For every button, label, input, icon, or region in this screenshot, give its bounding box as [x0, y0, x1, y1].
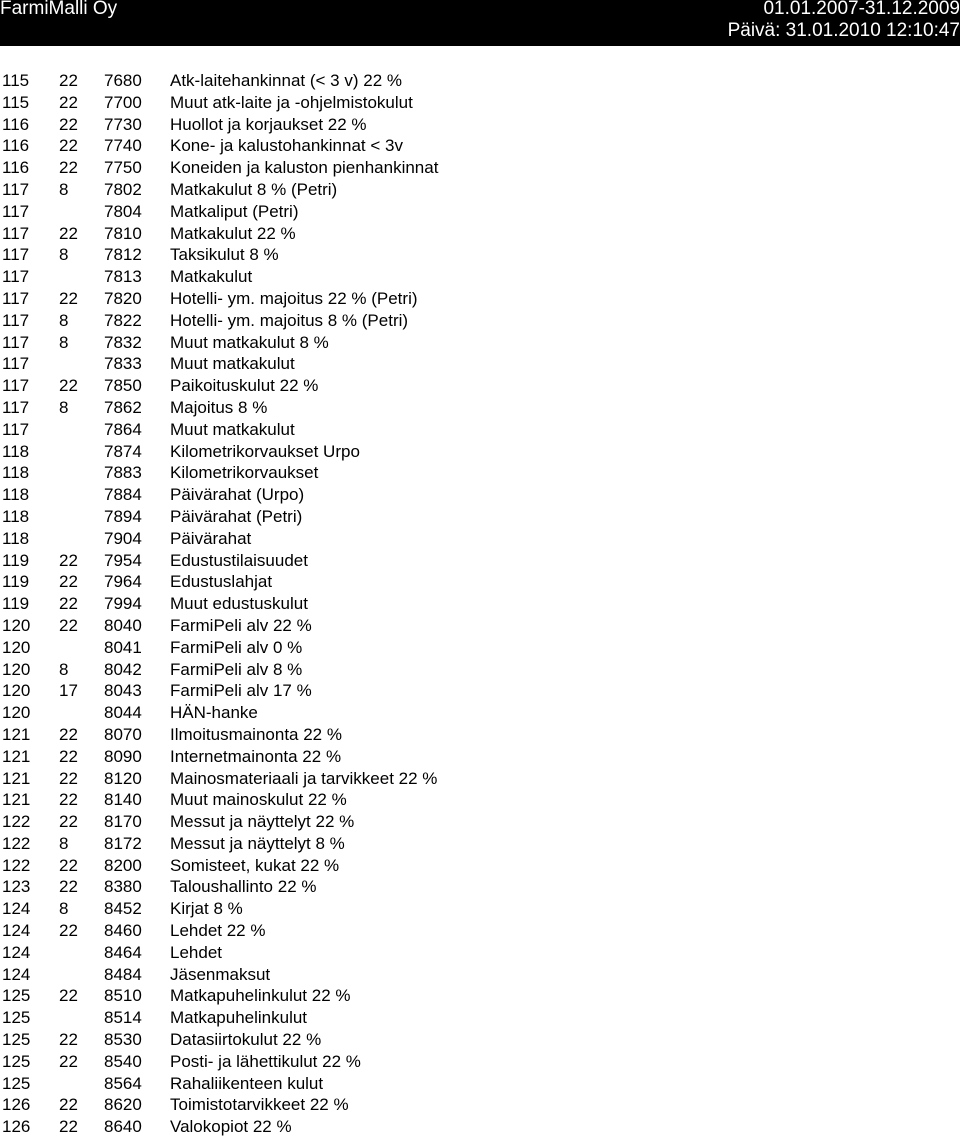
account-row	[0, 942, 960, 964]
account-group: 125	[2, 1073, 31, 1093]
vat-rate: 22	[59, 572, 78, 592]
account-group: 122	[2, 812, 31, 832]
account-number: 7680	[104, 71, 142, 90]
account-group: 120	[2, 703, 31, 723]
vat-rate: 8	[59, 179, 69, 199]
account-name: Internetmainonta 22 %	[170, 746, 342, 766]
account-name: Kilometrikorvaukset Urpo	[170, 441, 360, 461]
account-group: 124	[2, 942, 31, 962]
account-row	[0, 528, 960, 550]
account-number: 8564	[104, 1073, 142, 1093]
account-row	[0, 615, 960, 637]
account-number: 8140	[104, 790, 142, 810]
company-name: FarmiMalli Oy	[0, 0, 118, 19]
account-name: Atk-laitehankinnat (< 3 v) 22 %	[170, 71, 402, 90]
account-number: 8510	[104, 986, 142, 1006]
vat-rate: 22	[59, 812, 78, 832]
account-number: 7813	[104, 267, 142, 287]
vat-rate: 22	[59, 615, 78, 635]
account-name: Päivärahat	[170, 528, 252, 548]
account-group: 125	[2, 986, 31, 1006]
account-row	[0, 135, 960, 157]
account-group: 126	[2, 1117, 31, 1137]
account-number: 8042	[104, 659, 142, 679]
account-name: Koneiden ja kaluston pienhankinnat	[170, 158, 439, 178]
account-row	[0, 1029, 960, 1051]
account-group: 117	[2, 354, 30, 374]
account-number: 7740	[104, 136, 142, 156]
account-row	[0, 898, 960, 920]
vat-rate: 8	[59, 310, 69, 330]
account-name: Jäsenmaksut	[170, 964, 271, 984]
account-name: Edustuslahjat	[170, 572, 273, 592]
account-group: 118	[2, 441, 30, 461]
account-group: 117	[2, 201, 30, 221]
account-number: 8464	[104, 942, 142, 962]
account-row	[0, 244, 960, 266]
account-row	[0, 768, 960, 790]
account-group: 118	[2, 485, 30, 505]
account-number: 7750	[104, 158, 142, 178]
account-name: Ilmoitusmainonta 22 %	[170, 724, 342, 744]
account-row	[0, 375, 960, 397]
account-group: 117	[2, 288, 30, 308]
account-group: 123	[2, 877, 31, 897]
account-number: 8070	[104, 724, 142, 744]
account-row	[0, 506, 960, 528]
account-group: 124	[2, 921, 31, 941]
account-number: 8380	[104, 877, 142, 897]
account-number: 7874	[104, 441, 142, 461]
account-name: Taksikulut 8 %	[170, 245, 279, 265]
account-name: Muut mainoskulut 22 %	[170, 790, 347, 810]
vat-rate: 8	[59, 833, 69, 853]
account-row	[0, 353, 960, 375]
account-group: 116	[2, 114, 30, 134]
vat-rate: 22	[59, 92, 78, 112]
account-row	[0, 201, 960, 223]
account-row	[0, 811, 960, 833]
account-name: Rahaliikenteen kulut	[170, 1073, 324, 1093]
account-number: 8040	[104, 615, 142, 635]
vat-rate: 22	[59, 158, 78, 178]
account-row	[0, 1116, 960, 1138]
account-name: FarmiPeli alv 17 %	[170, 681, 312, 701]
account-group: 116	[2, 136, 30, 156]
account-row	[0, 571, 960, 593]
vat-rate: 22	[59, 877, 78, 897]
account-group: 120	[2, 659, 31, 679]
account-number: 7810	[104, 223, 142, 243]
account-name: Somisteet, kukat 22 %	[170, 855, 340, 875]
account-number: 8484	[104, 964, 142, 984]
account-name: Matkapuhelinkulut 22 %	[170, 986, 351, 1006]
vat-rate: 8	[59, 245, 69, 265]
account-name: Messut ja näyttelyt 8 %	[170, 833, 345, 853]
account-row	[0, 637, 960, 659]
account-number: 8514	[104, 1008, 142, 1028]
account-group: 121	[2, 746, 31, 766]
account-row	[0, 964, 960, 986]
account-number: 7994	[104, 594, 142, 614]
account-row	[0, 985, 960, 1007]
account-number: 7822	[104, 310, 142, 330]
account-number: 7802	[104, 179, 142, 199]
account-group: 125	[2, 1030, 31, 1050]
account-number: 8172	[104, 833, 142, 853]
account-row	[0, 332, 960, 354]
account-row	[0, 593, 960, 615]
account-name: Muut atk-laite ja -ohjelmistokulut	[170, 92, 413, 112]
account-row	[0, 397, 960, 419]
account-group: 126	[2, 1095, 31, 1115]
report-period: 01.01.2007-31.12.2009	[763, 0, 960, 19]
account-group: 117	[2, 419, 30, 439]
account-number: 8540	[104, 1051, 142, 1071]
account-row	[0, 441, 960, 463]
account-row	[0, 1073, 960, 1095]
vat-rate: 22	[59, 223, 78, 243]
vat-rate: 22	[59, 855, 78, 875]
vat-rate: 22	[59, 71, 78, 90]
vat-rate: 22	[59, 746, 78, 766]
vat-rate: 22	[59, 114, 78, 134]
account-group: 121	[2, 724, 31, 744]
account-name: Lehdet	[170, 942, 222, 962]
account-group: 120	[2, 681, 31, 701]
account-name: Messut ja näyttelyt 22 %	[170, 812, 355, 832]
account-number: 7884	[104, 485, 142, 505]
account-group: 116	[2, 158, 30, 178]
account-name: Kirjat 8 %	[170, 899, 243, 919]
account-group: 115	[2, 71, 30, 90]
account-number: 7812	[104, 245, 142, 265]
account-row	[0, 484, 960, 506]
account-name: Taloushallinto 22 %	[170, 877, 317, 897]
account-row	[0, 876, 960, 898]
vat-rate: 22	[59, 790, 78, 810]
account-name: Muut matkakulut 8 %	[170, 332, 329, 352]
vat-rate: 22	[59, 768, 78, 788]
account-group: 122	[2, 833, 31, 853]
account-row	[0, 746, 960, 768]
vat-rate: 22	[59, 550, 78, 570]
account-group: 117	[2, 267, 30, 287]
account-number: 8120	[104, 768, 142, 788]
account-name: Mainosmateriaali ja tarvikkeet 22 %	[170, 768, 438, 788]
account-name: Päivärahat (Petri)	[170, 506, 303, 526]
account-row	[0, 288, 960, 310]
account-group: 125	[2, 1051, 31, 1071]
account-row	[0, 70, 960, 92]
account-group: 121	[2, 768, 31, 788]
vat-rate: 22	[59, 986, 78, 1006]
account-number: 8460	[104, 921, 142, 941]
account-group: 125	[2, 1008, 31, 1028]
account-group: 124	[2, 964, 31, 984]
account-group: 117	[2, 332, 30, 352]
account-row	[0, 114, 960, 136]
vat-rate: 22	[59, 376, 78, 396]
account-number: 7850	[104, 376, 142, 396]
account-row	[0, 462, 960, 484]
account-number: 8530	[104, 1030, 142, 1050]
account-row	[0, 680, 960, 702]
account-row	[0, 1051, 960, 1073]
account-name: HÄN-hanke	[170, 703, 258, 723]
vat-rate: 22	[59, 594, 78, 614]
account-name: Päivärahat (Urpo)	[170, 485, 305, 505]
account-number: 8041	[104, 637, 142, 657]
account-name: Huollot ja korjaukset 22 %	[170, 114, 367, 134]
account-number: 8090	[104, 746, 142, 766]
account-name: Muut matkakulut	[170, 354, 295, 374]
account-name: Hotelli- ym. majoitus 8 % (Petri)	[170, 310, 409, 330]
account-number: 8044	[104, 703, 142, 723]
account-row	[0, 702, 960, 724]
vat-rate: 8	[59, 397, 69, 417]
account-name: Paikoituskulut 22 %	[170, 376, 319, 396]
account-number: 7730	[104, 114, 142, 134]
account-name: Kilometrikorvaukset	[170, 463, 319, 483]
account-number: 8620	[104, 1095, 142, 1115]
account-group: 120	[2, 615, 31, 635]
account-group: 121	[2, 790, 31, 810]
account-row	[0, 855, 960, 877]
account-row	[0, 833, 960, 855]
account-group: 118	[2, 528, 30, 548]
account-name: Edustustilaisuudet	[170, 550, 308, 570]
account-row	[0, 1007, 960, 1029]
account-name: Valokopiot 22 %	[170, 1117, 292, 1137]
account-group: 117	[2, 245, 30, 265]
account-name: Kone- ja kalustohankinnat < 3v	[170, 136, 403, 156]
account-name: Matkakulut 22 %	[170, 223, 296, 243]
account-name: Matkakulut	[170, 267, 253, 287]
account-group: 117	[2, 397, 30, 417]
account-name: FarmiPeli alv 8 %	[170, 659, 303, 679]
account-number: 7804	[104, 201, 142, 221]
vat-rate: 8	[59, 332, 69, 352]
account-name: Matkaliput (Petri)	[170, 201, 299, 221]
account-number: 7862	[104, 397, 142, 417]
account-number: 7964	[104, 572, 142, 592]
account-number: 8170	[104, 812, 142, 832]
vat-rate: 22	[59, 1051, 78, 1071]
vat-rate: 17	[59, 681, 78, 701]
account-name: FarmiPeli alv 0 %	[170, 637, 303, 657]
account-name: Matkapuhelinkulut	[170, 1008, 308, 1028]
vat-rate: 22	[59, 136, 78, 156]
account-number: 7954	[104, 550, 142, 570]
vat-rate: 22	[59, 288, 78, 308]
account-name: Lehdet 22 %	[170, 921, 266, 941]
report-header	[0, 0, 960, 46]
vat-rate: 22	[59, 1030, 78, 1050]
account-number: 8043	[104, 681, 142, 701]
account-row	[0, 789, 960, 811]
account-group: 124	[2, 899, 31, 919]
account-list	[0, 70, 960, 1138]
account-row	[0, 92, 960, 114]
vat-rate: 22	[59, 1095, 78, 1115]
account-number: 8452	[104, 899, 142, 919]
account-number: 7820	[104, 288, 142, 308]
account-name: Toimistotarvikkeet 22 %	[170, 1095, 349, 1115]
account-number: 7883	[104, 463, 142, 483]
account-number: 7832	[104, 332, 142, 352]
account-row	[0, 310, 960, 332]
account-number: 7864	[104, 419, 142, 439]
vat-rate: 22	[59, 1117, 78, 1137]
account-name: Majoitus 8 %	[170, 397, 268, 417]
account-number: 7700	[104, 92, 142, 112]
account-row	[0, 157, 960, 179]
account-row	[0, 223, 960, 245]
vat-rate: 22	[59, 724, 78, 744]
account-row	[0, 550, 960, 572]
account-row	[0, 659, 960, 681]
account-number: 8200	[104, 855, 142, 875]
account-name: Muut edustuskulut	[170, 594, 308, 614]
account-name: Hotelli- ym. majoitus 22 % (Petri)	[170, 288, 418, 308]
account-group: 115	[2, 92, 30, 112]
account-row	[0, 724, 960, 746]
account-name: Posti- ja lähettikulut 22 %	[170, 1051, 361, 1071]
vat-rate: 22	[59, 921, 78, 941]
account-row	[0, 920, 960, 942]
print-date: Päivä: 31.01.2010 12:10:47	[727, 20, 960, 41]
account-number: 7833	[104, 354, 142, 374]
account-group: 117	[2, 310, 30, 330]
vat-rate: 8	[59, 899, 69, 919]
account-name: Datasiirtokulut 22 %	[170, 1030, 322, 1050]
account-name: Matkakulut 8 % (Petri)	[170, 179, 338, 199]
account-row	[0, 419, 960, 441]
account-group: 120	[2, 637, 31, 657]
account-group: 118	[2, 463, 30, 483]
account-group: 117	[2, 179, 30, 199]
account-number: 7894	[104, 506, 142, 526]
account-row	[0, 179, 960, 201]
account-name: Muut matkakulut	[170, 419, 295, 439]
account-group: 117	[2, 376, 30, 396]
account-group: 119	[2, 594, 30, 614]
account-group: 119	[2, 572, 30, 592]
account-number: 7904	[104, 528, 142, 548]
vat-rate: 8	[59, 659, 69, 679]
account-row	[0, 266, 960, 288]
account-row	[0, 1094, 960, 1116]
account-group: 119	[2, 550, 30, 570]
account-group: 117	[2, 223, 30, 243]
account-group: 118	[2, 506, 30, 526]
account-name: FarmiPeli alv 22 %	[170, 615, 312, 635]
account-number: 8640	[104, 1117, 142, 1137]
account-group: 122	[2, 855, 31, 875]
